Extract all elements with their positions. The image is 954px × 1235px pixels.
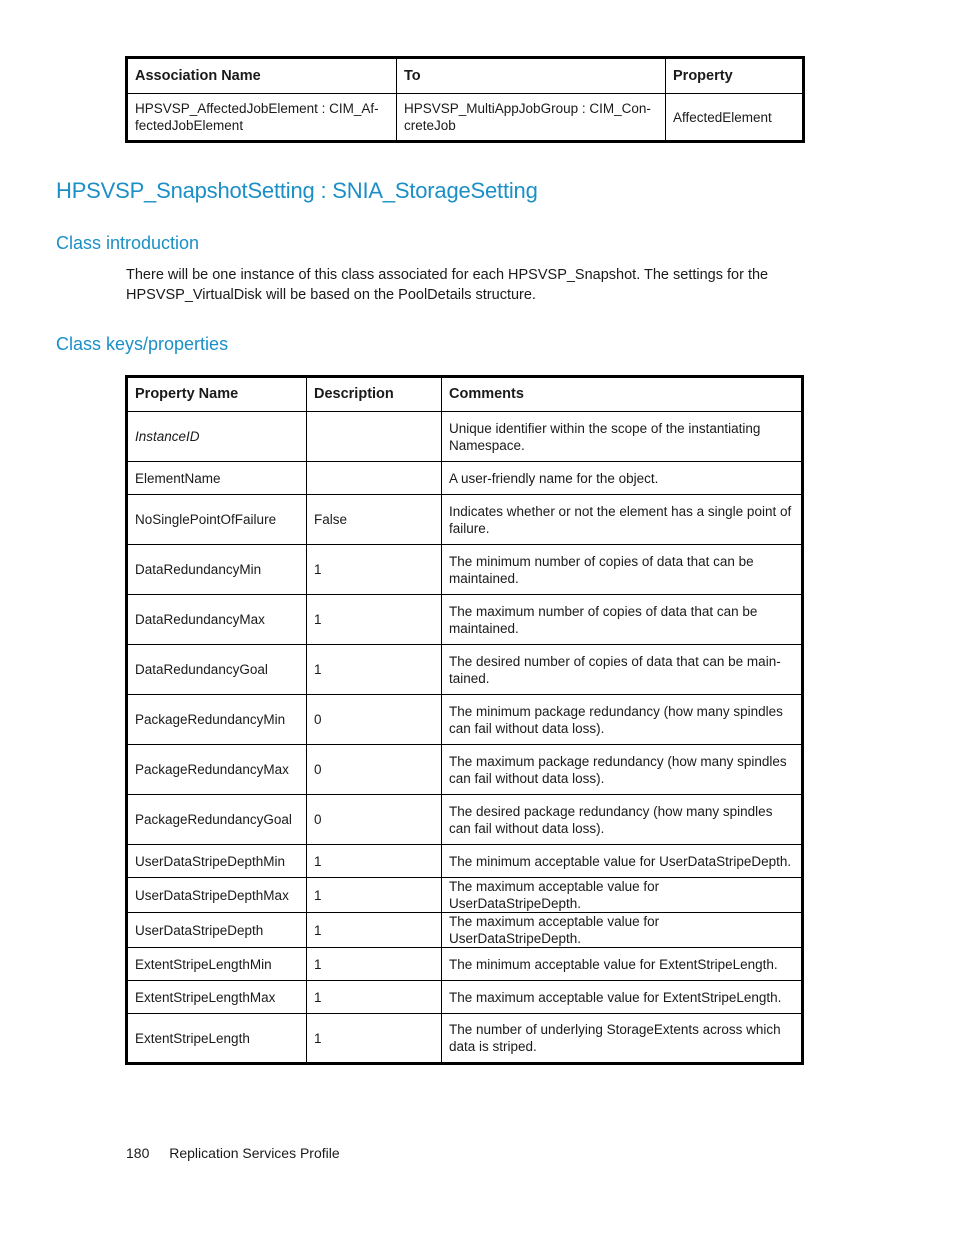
comment-line: The number of underlying StorageExtents across which [449,1022,781,1037]
comments-cell [442,878,803,913]
comments-cell [442,745,803,795]
comment-line: The minimum acceptable value for ExtentStripeLength. [449,956,778,972]
intro-line: HPSVSP_VirtualDisk will be based on the PoolDetails structure. [126,287,536,303]
property-name-cell: InstanceID [127,412,307,462]
property-name-cell: ExtentStripeLengthMax [127,981,307,1014]
description-cell: 1 [307,595,442,645]
comment-line: data is striped. [449,1039,537,1054]
header-property: Property [666,58,804,94]
property-name-cell: ElementName [127,462,307,495]
table-row [127,1014,803,1064]
comments-cell [442,495,803,545]
header-comments: Comments [442,377,803,412]
cell-line: HPSVSP_AffectedJobElement : CIM_Af- [135,101,379,116]
comment-line: Unique identifier within the scope of the instantiating [449,420,761,436]
comment-line: The maximum acceptable value for UserDataStripeDepth. [449,879,660,911]
comment-line: The minimum number of copies of data that can be [449,553,754,569]
description-cell: 1 [307,545,442,595]
association-header-row [127,58,804,94]
table-row [127,948,803,981]
comments-cell [442,695,803,745]
property-name-cell: DataRedundancyGoal [127,645,307,695]
header-to: To [397,58,666,94]
description-cell [307,462,442,495]
cell-line: HPSVSP_MultiAppJobGroup : CIM_Con- [404,101,651,116]
comments-cell [442,1014,803,1064]
property-name-cell: PackageRedundancyMax [127,745,307,795]
properties-header-row [127,377,803,412]
property-name-cell: ExtentStripeLengthMin [127,948,307,981]
description-cell: 1 [307,913,442,948]
properties-table [125,375,804,1065]
comment-line: can fail without data loss). [449,820,605,836]
comment-line: can fail without data loss). [449,770,605,786]
class-introduction-heading: Class introduction [56,233,200,253]
property-name-cell: UserDataStripeDepthMax [127,878,307,913]
association-table [125,56,805,143]
comments-cell [442,645,803,695]
property-name-cell: UserDataStripeDepthMin [127,845,307,878]
comment-line: The maximum package redundancy (how many spindles [449,753,787,769]
header-description: Description [307,377,442,412]
property-name-cell: NoSinglePointOfFailure [127,495,307,545]
description-cell: 0 [307,745,442,795]
table-row [127,695,803,745]
table-row [127,745,803,795]
comments-cell [442,412,803,462]
cell-line: fectedJobElement [135,118,244,133]
property-name-cell: DataRedundancyMax [127,595,307,645]
description-cell: 1 [307,948,442,981]
table-row [127,412,803,462]
comment-line: maintained. [449,570,519,586]
comment-line: tained. [449,670,490,686]
comment-line: failure. [449,520,490,536]
table-row [127,545,803,595]
description-cell: 0 [307,695,442,745]
comment-line: can fail without data loss). [449,720,605,736]
comments-cell [442,595,803,645]
comments-cell [442,948,803,981]
table-row [127,94,804,142]
description-cell [307,412,442,462]
comment-line: Namespace. [449,437,525,453]
table-row [127,981,803,1014]
comment-line: The minimum acceptable value for UserDataStripeDepth. [449,853,792,869]
comment-line: The maximum acceptable value for ExtentStripeLength. [449,989,782,1005]
table-row [127,878,803,913]
cell-line: creteJob [404,118,456,133]
property-name-cell: PackageRedundancyMin [127,695,307,745]
page-footer [126,1145,356,1161]
comment-line: A user-friendly name for the object. [449,470,659,486]
table-row [127,913,803,948]
comments-cell [442,913,803,948]
description-cell: 0 [307,795,442,845]
class-keys-heading: Class keys/properties [56,334,229,354]
comments-cell [442,545,803,595]
page-number: 180 [126,1145,150,1161]
property-name-cell: DataRedundancyMin [127,545,307,595]
comment-line: The desired package redundancy (how many spindles [449,803,773,819]
table-row [127,462,803,495]
header-association-name: Association Name [127,58,397,94]
association-to-cell [397,94,666,142]
description-cell: 1 [307,1014,442,1064]
property-name-cell: ExtentStripeLength [127,1014,307,1064]
comment-line: The desired number of copies of data that can be main- [449,653,781,669]
description-cell: False [307,495,442,545]
comments-cell [442,795,803,845]
description-cell: 1 [307,645,442,695]
table-row [127,645,803,695]
comment-line: maintained. [449,620,519,636]
comment-line: The maximum number of copies of data that can be [449,603,758,619]
section-title: HPSVSP_SnapshotSetting : SNIA_StorageSetting [56,178,538,203]
table-row [127,795,803,845]
footer-title: Replication Services Profile [169,1145,340,1161]
comment-line: The minimum package redundancy (how many spindles [449,703,783,719]
association-property-cell: AffectedElement [666,94,804,142]
table-row [127,495,803,545]
description-cell: 1 [307,981,442,1014]
property-name-cell: UserDataStripeDepth [127,913,307,948]
description-cell: 1 [307,878,442,913]
description-cell: 1 [307,845,442,878]
comments-cell [442,981,803,1014]
comments-cell [442,845,803,878]
intro-line: There will be one instance of this class associated for each HPSVSP_Snapshot. The settings for the [126,267,769,283]
comments-cell [442,462,803,495]
table-row [127,595,803,645]
property-name-cell: PackageRedundancyGoal [127,795,307,845]
class-introduction-text [126,265,806,305]
comment-line: The maximum acceptable value for UserDataStripeDepth. [449,914,660,946]
comment-line: Indicates whether or not the element has a single point of [449,503,792,519]
association-name-cell [127,94,397,142]
table-row [127,845,803,878]
header-property-name: Property Name [127,377,307,412]
